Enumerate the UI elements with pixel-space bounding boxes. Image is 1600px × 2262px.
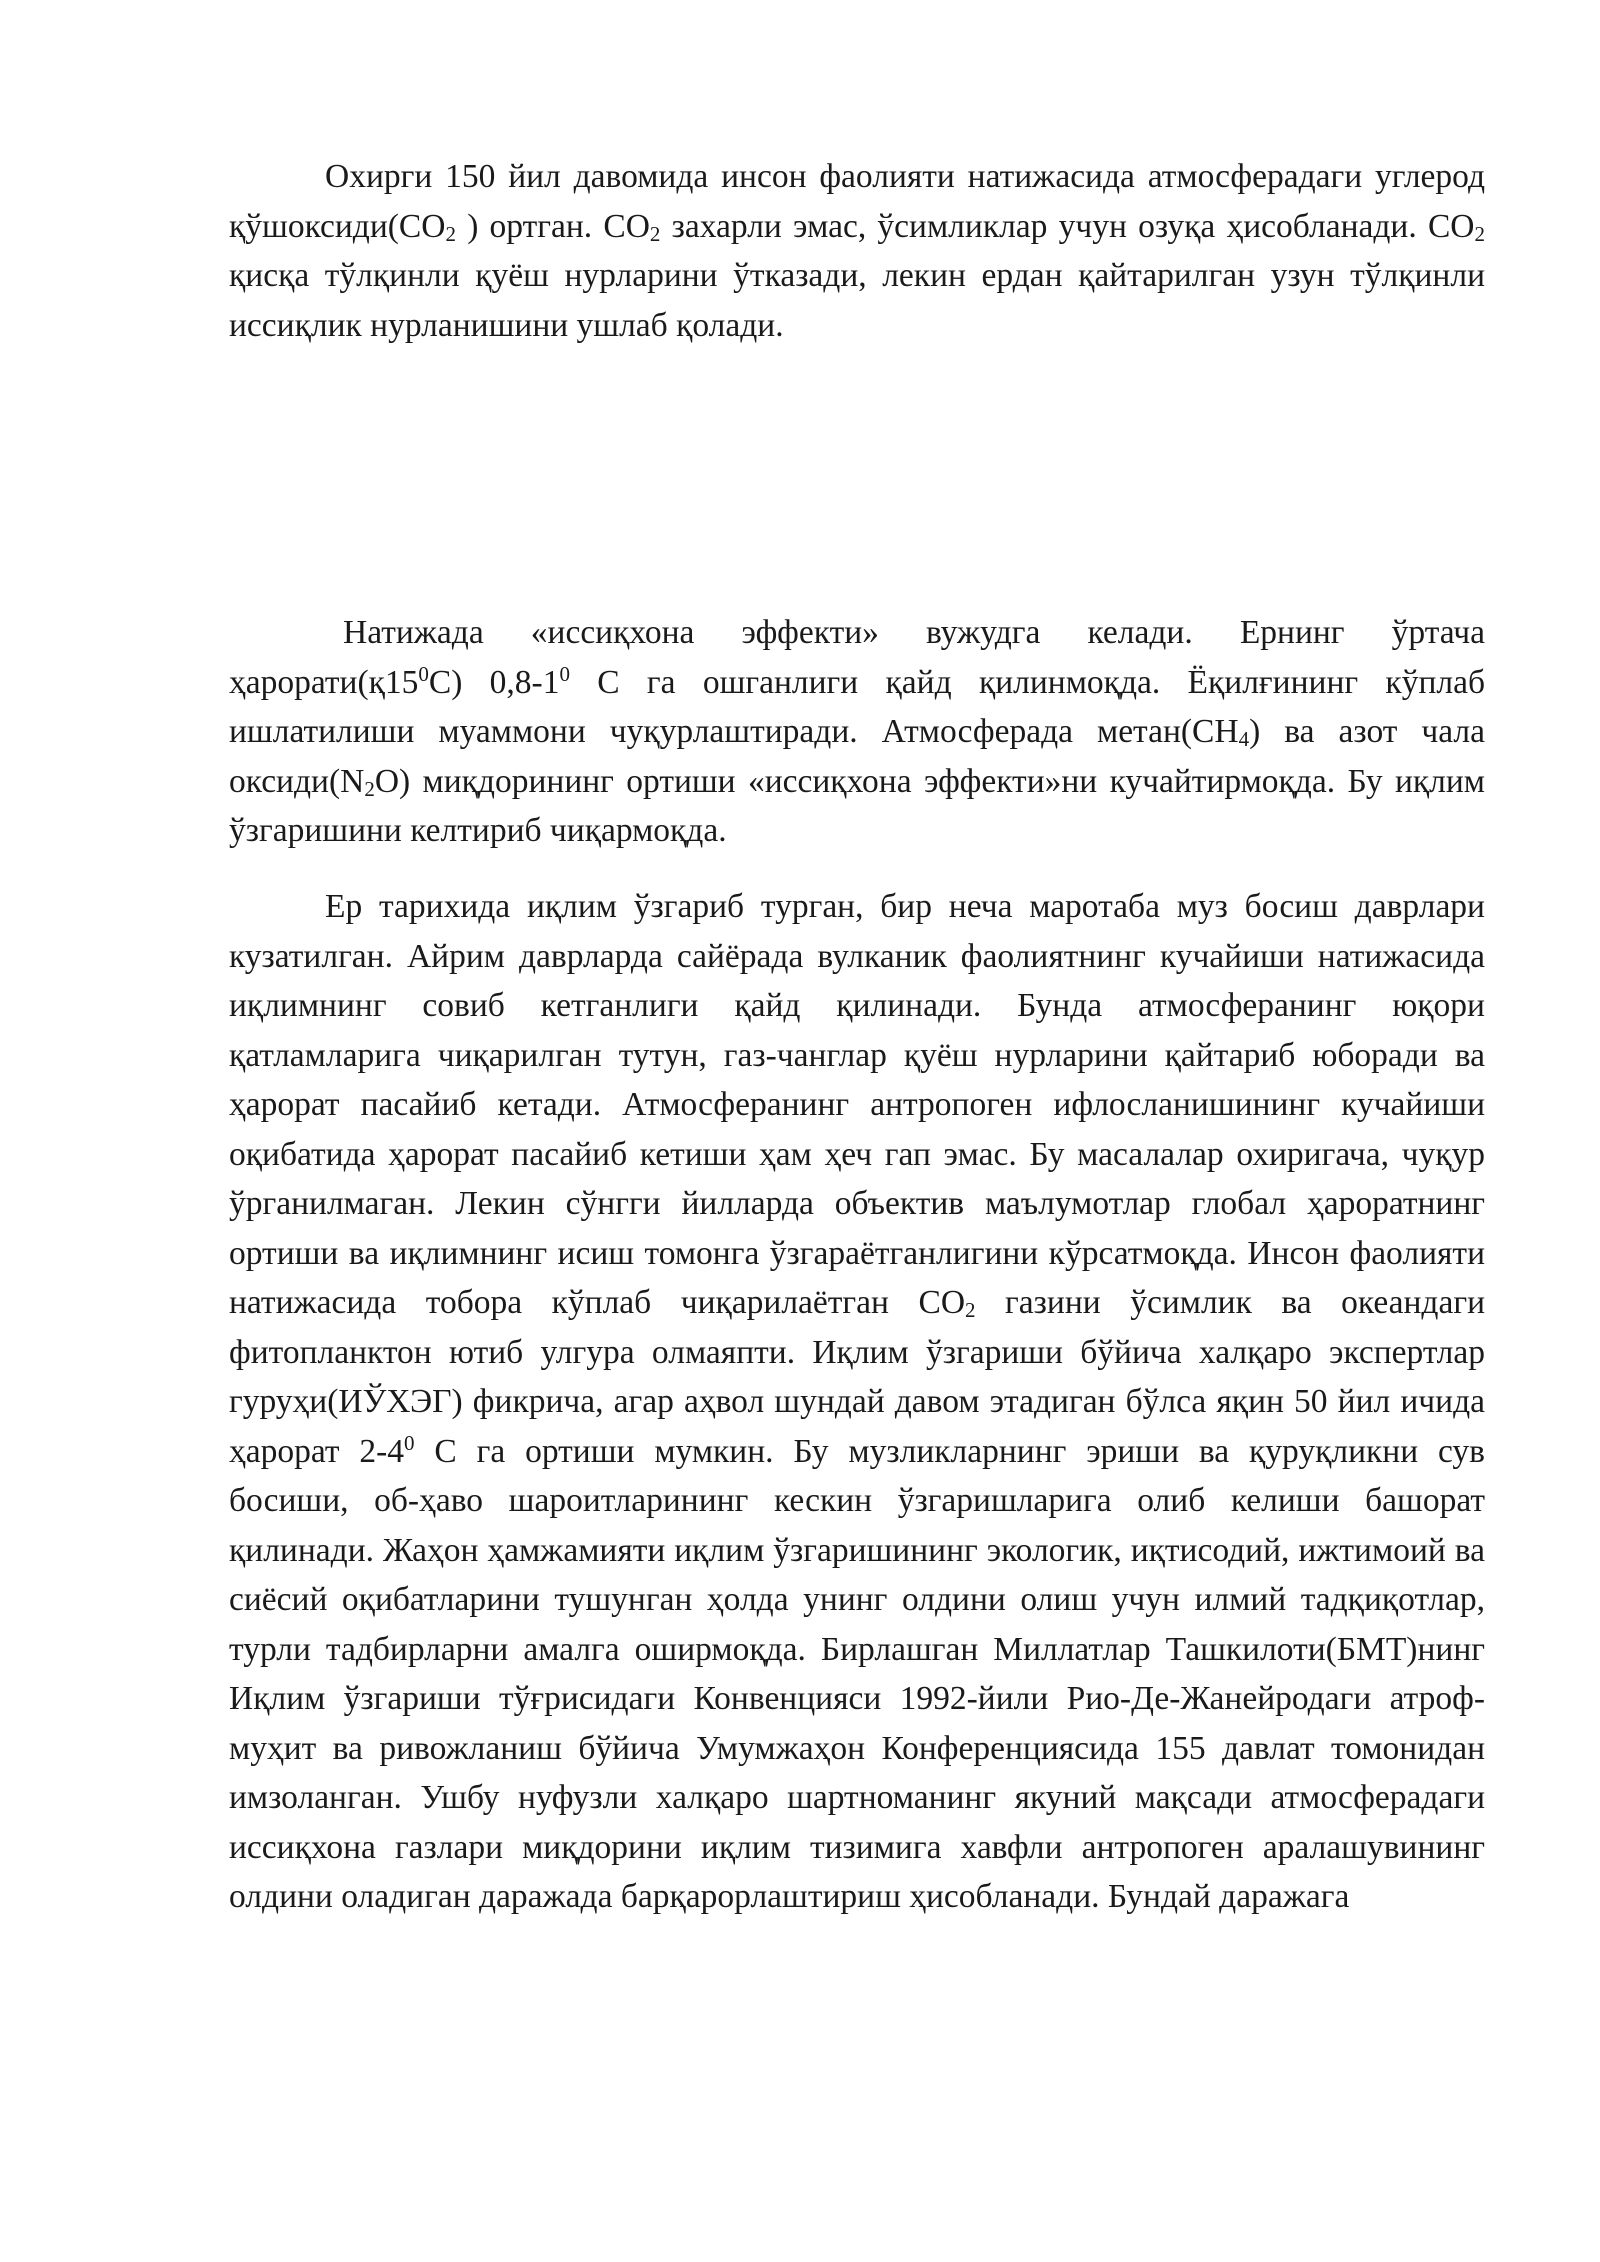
paragraph-2-text-5: O) миқдорининг ортиши «иссиқхона эффекти»ни кучайтирмоқда. Бу иқлим ўзгаришини келтириб чиқармоқда. xyxy=(229,762,1485,849)
ch4-subscript: 4 xyxy=(1238,727,1250,751)
paragraph-3-text-3: С га ортиши мумкин. Бу музликларнинг эриши ва қуруқликни сув босиши, об-ҳаво шароитларининг кескин ўзгаришларига олиб келиши башорат қилинади. Жаҳон ҳамжамияти иқлим ўзгаришининг экологик, иқтисодий, ижтимоий ва сиёсий оқибатларини тушунган ҳолда унинг олдини олиш учун илмий тадқиқотлар, турли тадбирларни амалга оширмоқда. Бирлашган Миллатлар Ташкилоти(БМТ)нинг Иқлим ўзгариши тўғрисидаги Конвенцияси 1992-йили Рио-Де-Жанейродаги атроф-муҳит ва ривожланиш бўйича Умумжаҳон Конференциясида 155 давлат томонидан имзоланган. Ушбу нуфузли халқаро шартноманинг якуний мақсади атмосферадаги иссиқхона газлари миқдорини иқлим тизимига хавфли антропоген аралашувининг олдини оладиган даражада барқарорлаштириш ҳисобланади. Бундай даражага xyxy=(229,1432,1485,1915)
paragraph-2-text-4: ) ва азот чала оксиди(N xyxy=(229,713,1486,800)
degree-superscript: 0 xyxy=(559,661,570,686)
paragraph-3 xyxy=(229,882,1485,1922)
degree-superscript: 0 xyxy=(418,661,429,686)
paragraph-2 xyxy=(229,608,1485,856)
paragraph-1-text-1: Охирги 150 йил давомида инсон фаолияти натижасида атмосферадаги углерод қўшоксиди(CO xyxy=(229,158,1485,245)
n2o-subscript: 2 xyxy=(364,776,375,801)
paragraph-1-text-4: қисқа тўлқинли қуёш нурларини ўтказади, лекин ердан қайтарилган узун тўлқинли иссиқлик нурланишини ушлаб қолади. xyxy=(229,257,1485,344)
co2-subscript: 2 xyxy=(649,221,661,246)
paragraph-1 xyxy=(229,152,1485,350)
paragraph-3-text-2: газини ўсимлик ва океандаги фитопланктон ютиб улгура олмаяпти. Иқлим ўзгариши бўйича халқаро экспертлар гуруҳи(ИЎХЭГ) фикрича, агар аҳвол шундай давом этадиган бўлса яқин 50 йил ичида ҳарорат 2-4 xyxy=(229,1284,1486,1470)
paragraph-3-text-1: Ер тарихида иқлим ўзгариб турган, бир неча маротаба муз босиш даврлари кузатилган. Айрим даврларда сайёрада вулканик фаолиятнинг кучайиши натижасида иқлимнинг совиб кетганлиги қайд қилинади. Бунда атмосферанинг юқори қатламларига чиқарилган тутун, газ-чанглар қуёш нурларини қайтариб юборади ва ҳарорат пасайиб кетади. Атмосферанинг антропоген ифлосланишининг кучайиши оқибатида ҳарорат пасайиб кетиши ҳам ҳеч гап эмас. Бу масалалар охиригача, чуқур ўрганилмаган. Лекин сўнгги йилларда объектив маълумотлар глобал ҳароратнинг ортиши ва иқлимнинг исиш томонга ўзгараётганлигини кўрсатмоқда. Инсон фаолияти натижасида тобора кўплаб чиқарилаётган CO xyxy=(229,888,1485,1321)
co2-subscript: 2 xyxy=(965,1298,976,1322)
degree-superscript: 0 xyxy=(404,1430,415,1455)
paragraph-2-text-3: С га ошганлиги қайд қилинмоқда. Ёқилғининг кўплаб ишлатилиши муаммони чуқурлаштиради. Атмосферада метан(CH xyxy=(229,663,1486,750)
paragraph-2-text-2: С) 0,8-1 xyxy=(428,663,560,701)
paragraph-1-text-2: ) ортган. CO xyxy=(455,207,650,245)
paragraph-1-text-3: захарли эмас, ўсимликлар учун озуқа ҳисобланади. CO xyxy=(660,207,1475,245)
co2-subscript: 2 xyxy=(1474,221,1485,246)
paragraph-2-text-1: Натижада «иссиқхона эффекти» вужудга келади. Ернинг ўртача ҳарорати(қ15 xyxy=(229,614,1485,701)
co2-subscript: 2 xyxy=(445,221,456,246)
